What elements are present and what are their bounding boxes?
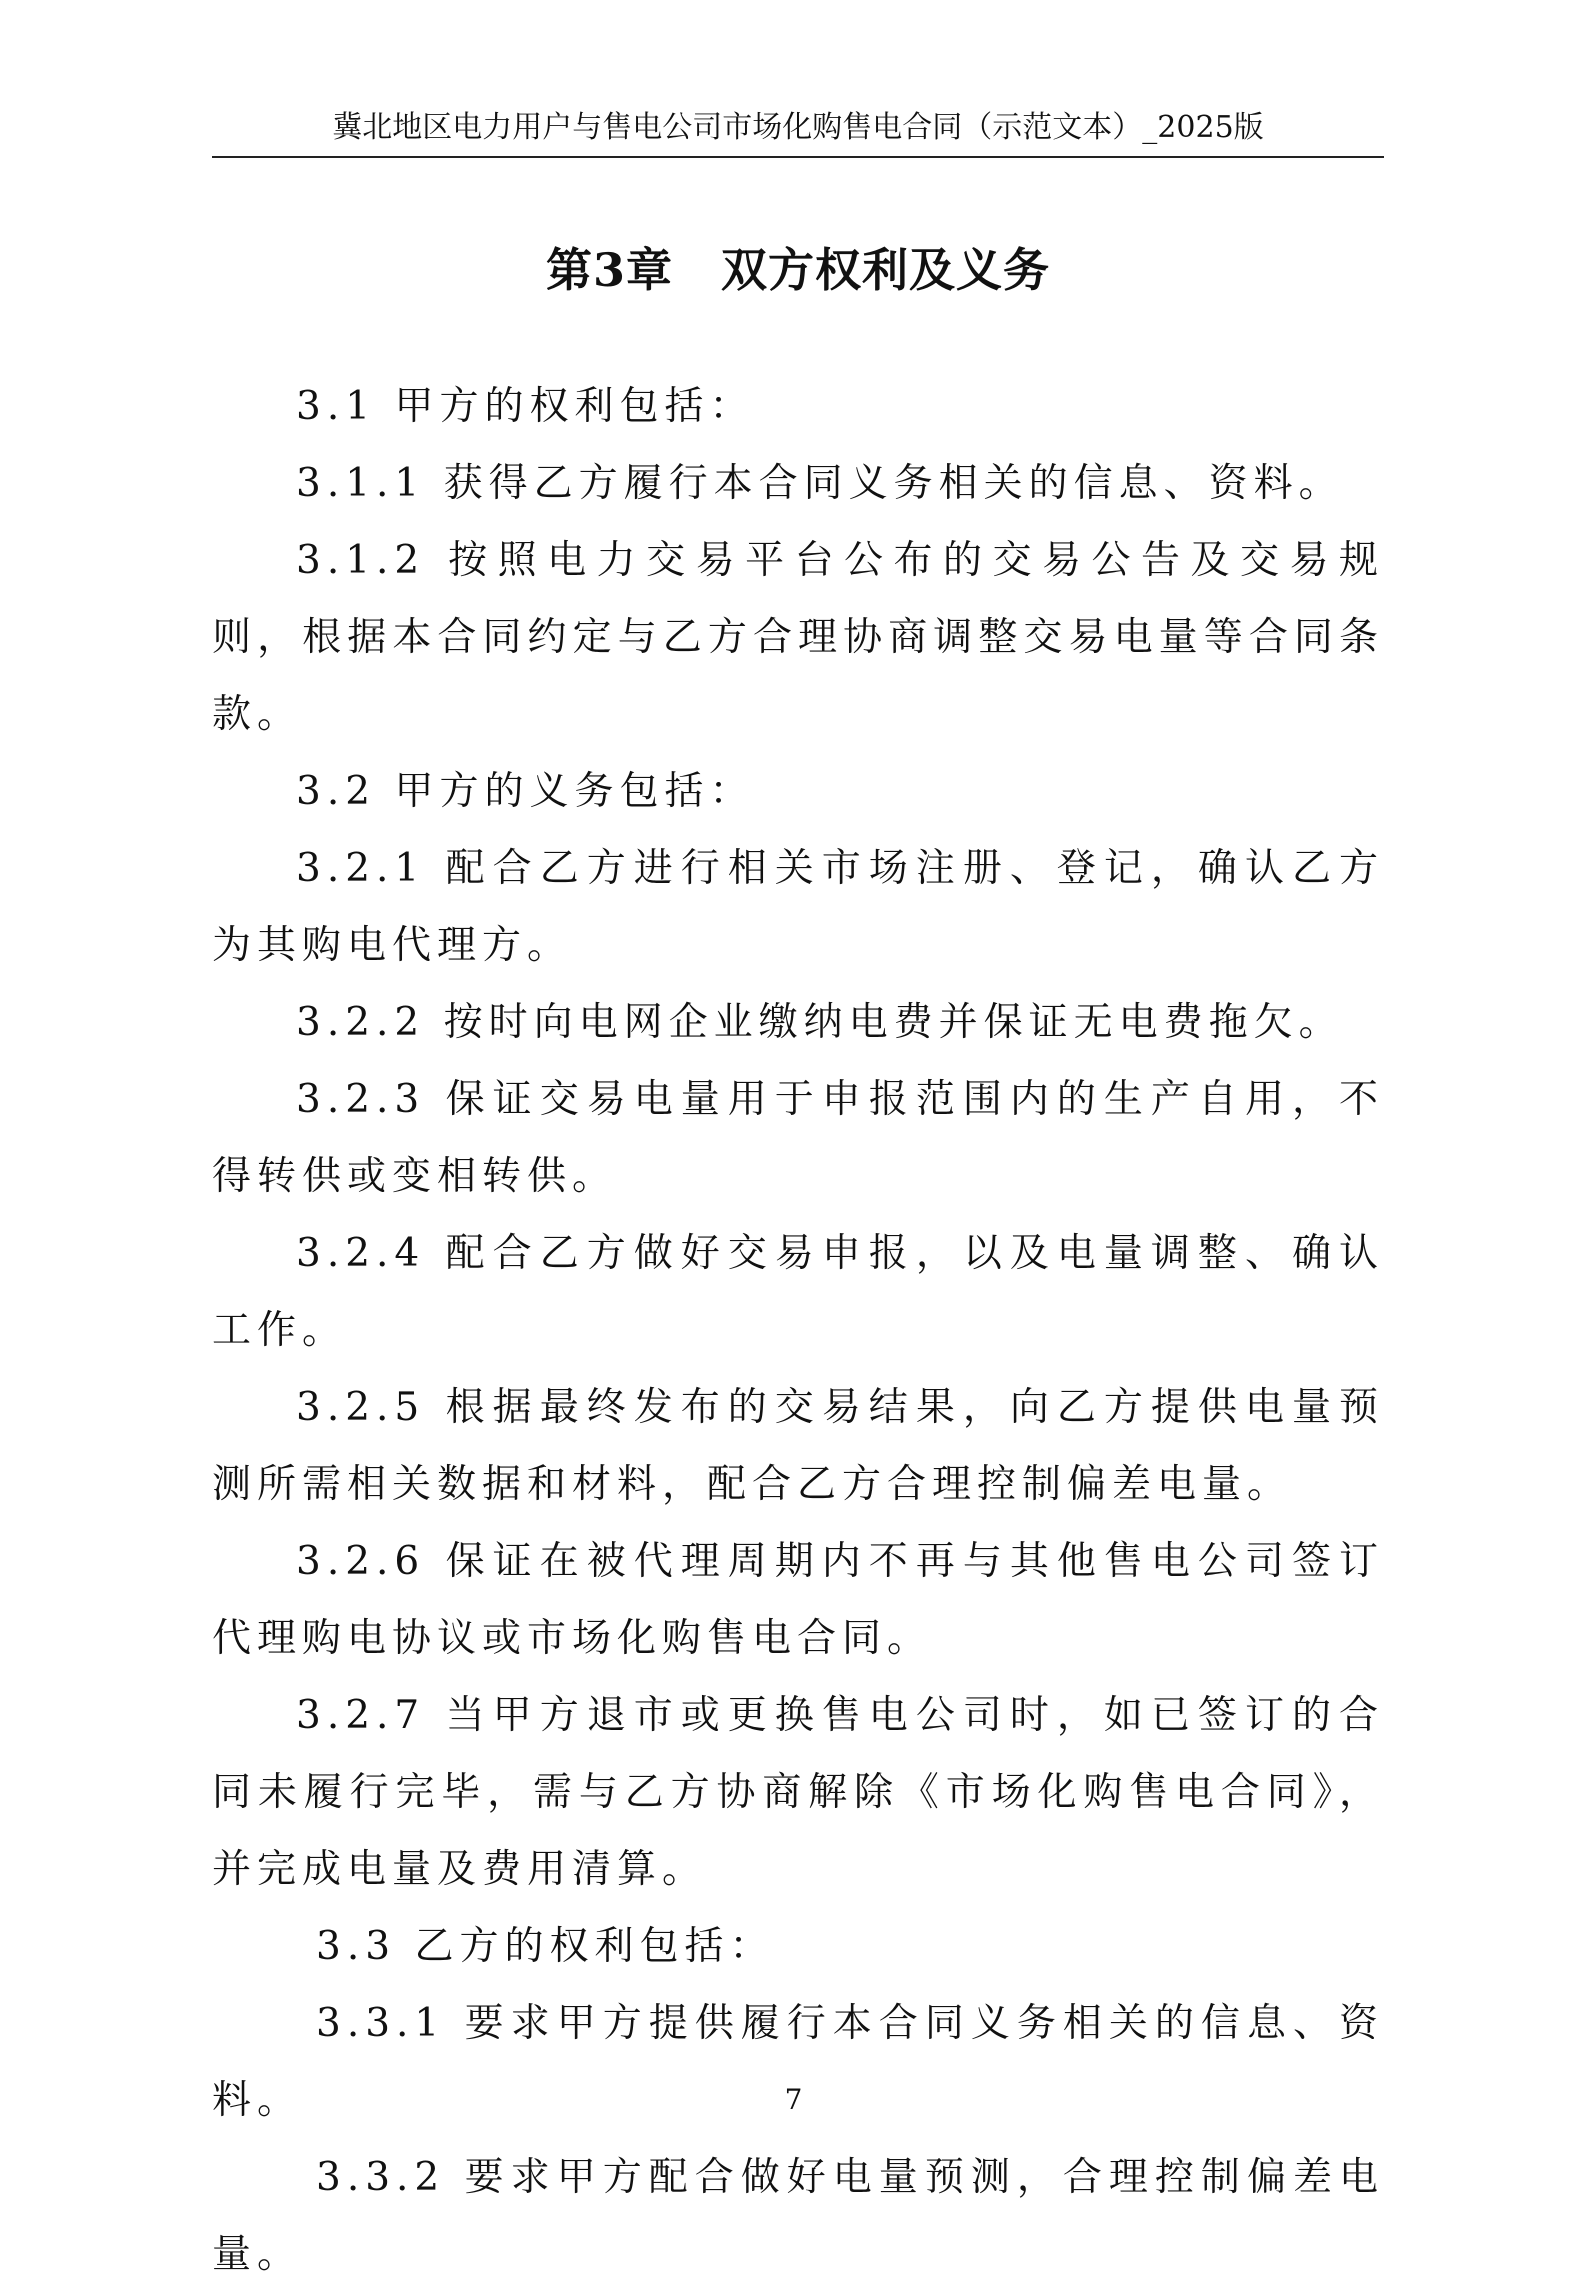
clause-number: 3.1.1 [296, 461, 426, 506]
clause-number: 3.2.7 [296, 1693, 426, 1738]
running-header: 冀北地区电力用户与售电公司市场化购售电合同（示范文本）_2025版 [332, 110, 1264, 145]
chapter-title [212, 240, 1384, 300]
chapter-name: 双方权利及义务 [721, 243, 1050, 297]
clause-text: 获得乙方履行本合同义务相关的信息、资料。 [443, 461, 1344, 506]
clause-3-2-5 [212, 1369, 1384, 1523]
clause-text: 保证在被代理周期内不再与其他售电公司签订代理购电协议或市场化购售电合同。 [212, 1539, 1384, 1661]
clause-3-1-1 [212, 445, 1384, 522]
clause-number: 3.1.2 [296, 538, 426, 583]
clause-number: 3.1 [296, 384, 377, 429]
clause-text: 当甲方退市或更换售电公司时，如已签订的合同未履行完毕，需与乙方协商解除《市场化购售电合同》，并完成电量及费用清算。 [212, 1693, 1384, 1892]
clause-text: 乙方的权利包括： [414, 1924, 775, 1969]
clause-3-2-1 [212, 830, 1384, 984]
clause-number: 3.2.6 [296, 1539, 426, 1584]
clause-number: 3.2.2 [296, 1000, 426, 1045]
clause-text: 配合乙方做好交易申报，以及电量调整、确认工作。 [212, 1231, 1384, 1353]
clause-number: 3.2 [296, 769, 377, 814]
clause-text: 要求甲方提供履行本合同义务相关的信息、资料。 [212, 2001, 1384, 2123]
clause-3-2-4 [212, 1215, 1384, 1369]
clause-text: 配合乙方进行相关市场注册、登记，确认乙方为其购电代理方。 [212, 846, 1384, 968]
clause-number: 3.2.4 [296, 1231, 426, 1276]
clause-3-2-6 [212, 1523, 1384, 1677]
document-body [212, 368, 1384, 2293]
clause-number: 3.2.1 [296, 846, 426, 891]
clause-3-2-3 [212, 1061, 1384, 1215]
page-number: 7 [784, 2083, 803, 2116]
clause-3-2-7 [212, 1677, 1384, 1908]
clause-text: 根据最终发布的交易结果，向乙方提供电量预测所需相关数据和材料，配合乙方合理控制偏差电量。 [212, 1385, 1384, 1507]
chapter-number: 第3章 [545, 243, 673, 297]
header-divider [212, 156, 1384, 158]
clause-3-2 [212, 753, 1384, 830]
clause-text: 甲方的义务包括： [394, 769, 755, 814]
clause-text: 保证交易电量用于申报范围内的生产自用，不得转供或变相转供。 [212, 1077, 1384, 1199]
clause-number: 3.2.5 [296, 1385, 426, 1430]
clause-number: 3.3.2 [316, 2155, 446, 2200]
clause-number: 3.2.3 [296, 1077, 426, 1122]
clause-number: 3.3 [316, 1924, 397, 1969]
clause-text: 按照电力交易平台公布的交易公告及交易规则，根据本合同约定与乙方合理协商调整交易电量等合同条款。 [212, 538, 1384, 737]
clause-3-1 [212, 368, 1384, 445]
clause-text: 要求甲方配合做好电量预测，合理控制偏差电量。 [212, 2155, 1384, 2277]
clause-3-1-2 [212, 522, 1384, 753]
clause-3-3 [212, 1908, 1384, 1985]
clause-text: 按时向电网企业缴纳电费并保证无电费拖欠。 [443, 1000, 1344, 1045]
clause-text: 甲方的权利包括： [394, 384, 755, 429]
clause-3-2-2 [212, 984, 1384, 1061]
clause-number: 3.3.1 [316, 2001, 446, 2046]
clause-3-3-2 [212, 2139, 1384, 2293]
